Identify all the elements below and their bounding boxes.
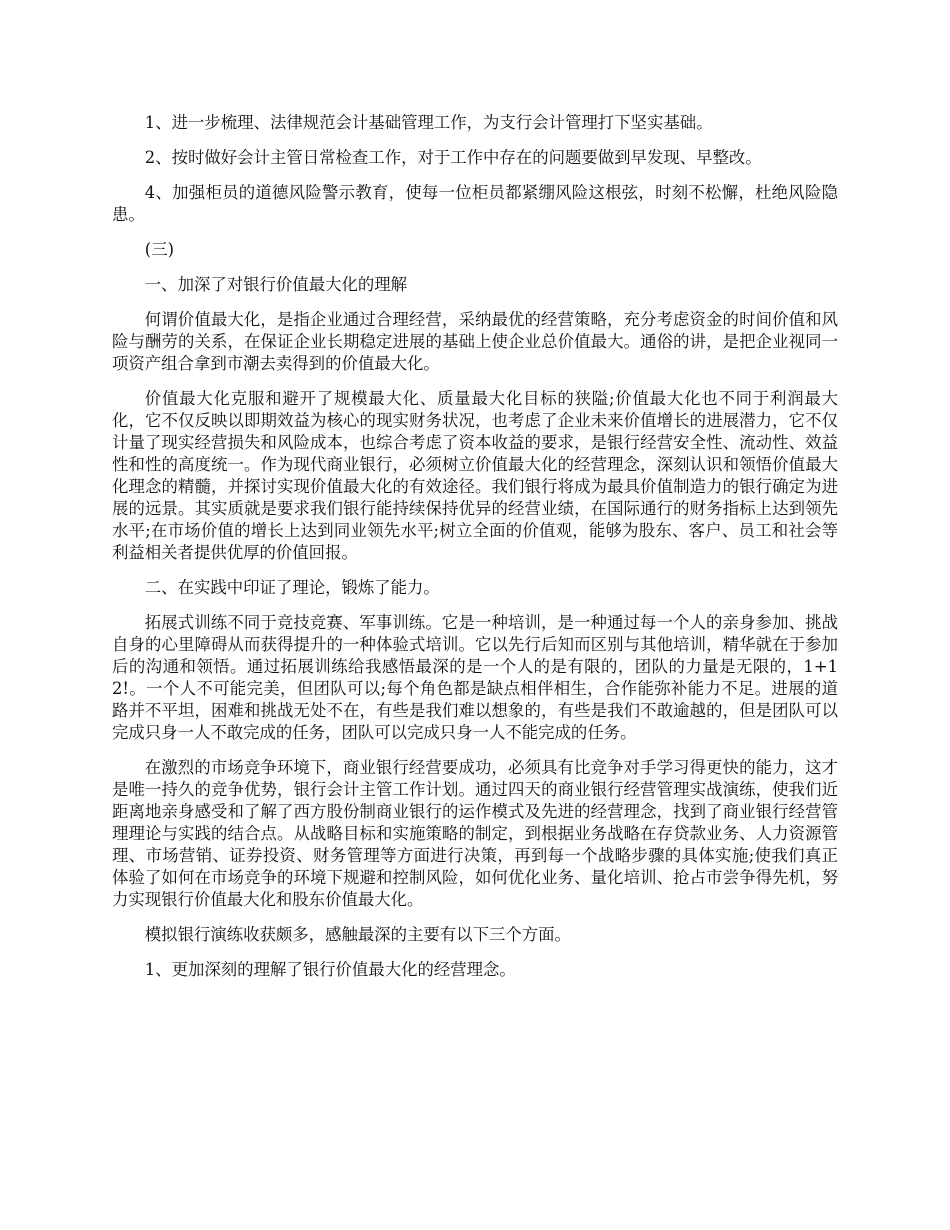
section-marker: (三) bbox=[144, 240, 174, 259]
document-body bbox=[112, 112, 838, 994]
body-paragraph: 价值最大化克服和避开了规模最大化、质量最大化目标的狭隘;价值最大化也不同于利润最大化，它不仅反映以即期效益为核心的现实财务状况，也考虑了企业未来价值增长的进展潜力，它不仅计量了现实经营损失和风险成本，也综合考虑了资本收益的要求，是银行经营安全性、流动性、效益性和性的高度统一。作为现代商业银行，必须树立价值最大化的经营理念，深刻认识和领悟价值最大化理念的精髓，并探讨实现价值最大化的有效途径。我们银行将成为最具价值制造力的银行确定为进展的远景。其实质就是要求我们银行能持续保持优异的经营业绩，在国际通行的财务指标上达到领先水平;在市场价值的增长上达到同业领先水平;树立全面的价值观，能够为股东、客户、员工和社会等利益相关者提供优厚的价值回报。 bbox=[112, 389, 838, 562]
body-paragraph: 模拟银行演练收获颇多，感触最深的主要有以下三个方面。 bbox=[144, 925, 571, 944]
body-paragraph: 在激烈的市场竞争环境下，商业银行经营要成功，必须具有比竞争对手学习得更快的能力，这才是唯一持久的竞争优势，银行会计主管工作计划。通过四天的商业银行经营管理实战演练，使我们近距离地亲身感受和了解了西方股份制商业银行的运作模式及先进的经营理念，找到了商业银行经营管理理论与实践的结合点。从战略目标和实施策略的制定，到根据业务战略在存贷款业务、人力资源管理、市场营销、证券投资、财务管理等方面进行决策，再到每一个战略步骤的具体实施;使我们真正体验了如何在市场竞争的环境下规避和控制风险，如何优化业务、量化培训、抢占市尝争得先机，努力实现银行价值最大化和股东价值最大化。 bbox=[112, 758, 838, 909]
paragraph-item-4: 4、加强柜员的道德风险警示教育，使每一位柜员都紧绷风险这根弦，时刻不松懈，杜绝风险隐患。 bbox=[112, 183, 838, 224]
paragraph-item-2: 2、按时做好会计主管日常检查工作，对于工作中存在的问题要做到早发现、早整改。 bbox=[144, 148, 762, 167]
section-heading-1: 一、加深了对银行价值最大化的理解 bbox=[144, 275, 408, 294]
body-paragraph: 拓展式训练不同于竞技竞赛、军事训练。它是一种培训，是一种通过每一个人的亲身参加、挑战自身的心里障碍从而获得提升的一种体验式培训。它以先行后知而区别与其他培训，精华就在于参加后的沟通和领悟。通过拓展训练给我感悟最深的是一个人的是有限的，团队的力量是无限的，1+12!。一个人不可能完美，但团队可以;每个角色都是缺点相伴相生，合作能弥补能力不足。进展的道路并不平坦，困难和挑战无处不在，有些是我们难以想象的，有些是我们不敢逾越的，但是团队可以完成只身一人不敢完成的任务，团队可以完成只身一人不能完成的任务。 bbox=[112, 613, 838, 742]
list-item: 1、更加深刻的理解了银行价值最大化的经营理念。 bbox=[144, 960, 516, 979]
body-paragraph: 何谓价值最大化，是指企业通过合理经营，采纳最优的经营策略，充分考虑资金的时间价值和风险与酬劳的关系，在保证企业长期稳定进展的基础上使企业总价值最大。通俗的讲，是把企业视同一项资产组合拿到市潮去卖得到的价值最大化。 bbox=[112, 310, 838, 373]
section-heading-2: 二、在实践中印证了理论，锻炼了能力。 bbox=[144, 578, 440, 597]
paragraph-item-1: 1、进一步梳理、法律规范会计基础管理工作，为支行会计管理打下坚实基础。 bbox=[144, 113, 713, 132]
